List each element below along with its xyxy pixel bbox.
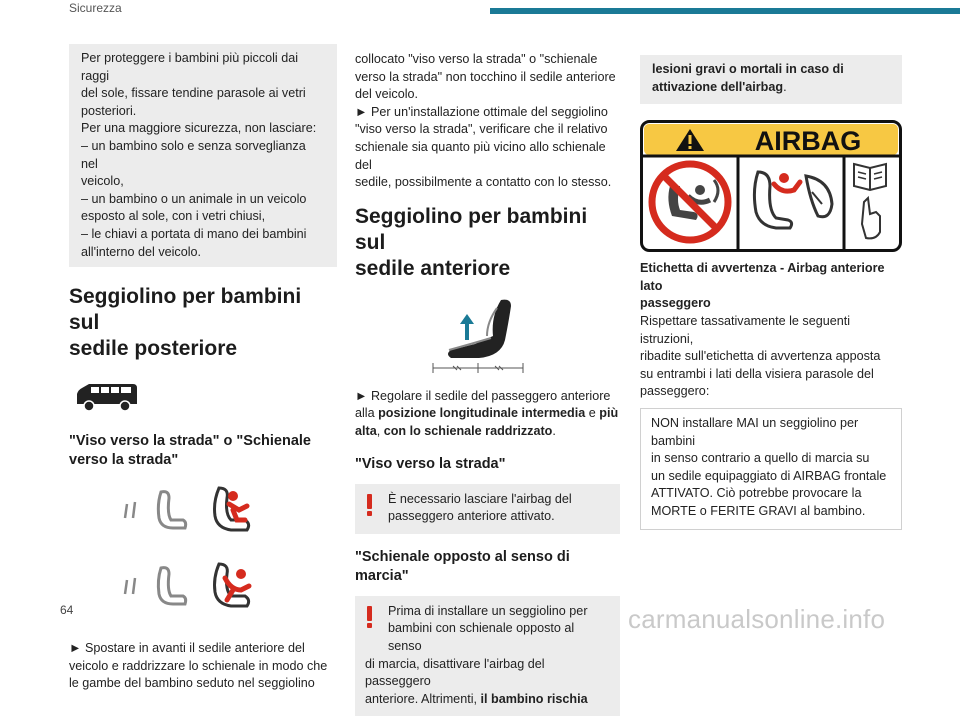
body-line: veicolo e raddrizzare lo schienale in modo che [69, 658, 328, 673]
intro-note [69, 44, 337, 267]
body-line: ► Regolare il sedile del passeggero anteriore [355, 388, 611, 403]
warning-line [365, 691, 610, 709]
bold-run: alta [355, 423, 377, 438]
subheading-line: "Viso verso la strada" o "Schienale [69, 433, 311, 450]
body-line: ► Per un'installazione ottimale del seggiolino [355, 104, 608, 119]
intro-line: Per una maggiore sicurezza, non lasciare: [81, 121, 317, 136]
page-number: 64 [60, 603, 74, 617]
label-caption [640, 260, 902, 313]
warning-exclamation-icon [367, 606, 373, 628]
caption-line [640, 260, 902, 295]
box-line: MORTE o FERITE GRAVI al bambino. [651, 503, 866, 518]
heading-line: sedile anteriore [355, 256, 511, 280]
rear-seat-heading [69, 284, 337, 362]
van-icon [73, 380, 337, 414]
warning-line: di marcia, disattivare l'airbag del passeggero [365, 656, 545, 689]
intro-line: posteriori. [81, 103, 137, 118]
body-line: passeggero: [640, 384, 710, 399]
body-line: del veicolo. [355, 87, 419, 102]
rear-seat-illustrations [121, 484, 337, 626]
text-run: e [585, 406, 600, 421]
bold-run: posizione longitudinale intermedia [378, 406, 586, 421]
body-line: verso la strada" non tocchino il sedile anteriore [355, 69, 616, 84]
body-line: ribadite sull'etichetta di avvertenza apposta [640, 349, 881, 364]
text-run: , [376, 423, 384, 438]
heading-line: sedile posteriore [69, 337, 238, 361]
heading-line: Seggiolino per bambini sul [355, 204, 588, 254]
text-run: anteriore. Altrimenti, [365, 691, 481, 706]
body-line: su entrambi i lati della visiera parasole del [640, 366, 874, 381]
box-line: in senso contrario a quello di marcia su [651, 451, 870, 466]
intro-line: – un bambino o un animale in un veicolo [81, 191, 307, 206]
continued-warning [640, 55, 902, 104]
watermark: carmanualsonline.info [628, 604, 886, 634]
warning-line: bambini con schienale opposto al senso [388, 621, 575, 653]
intro-line: del sole, fissare tendine parasole ai vetri [81, 86, 306, 101]
bold-run: più [599, 406, 619, 421]
body-line: ► Spostare in avanti il sedile anteriore del [69, 641, 305, 656]
bold-run: passeggero [640, 296, 711, 311]
body-line [355, 405, 620, 423]
seat-adjust-illustration [431, 296, 620, 376]
box-line: un sedile equipaggiato di AIRBAG frontale [651, 468, 887, 483]
warning-line: passeggero anteriore attivato. [388, 509, 555, 524]
column-2 [355, 51, 620, 716]
intro-line: Per proteggere i bambini più piccoli dai raggi [81, 51, 299, 83]
intro-line: veicolo, [81, 174, 124, 189]
column-3 [640, 55, 902, 530]
rear-facing-subheading [355, 548, 620, 586]
label-instructions [640, 313, 902, 401]
bold-run: Etichetta di avvertenza - Airbag anteriore lato [640, 261, 885, 293]
warning-line [652, 61, 890, 79]
body-line: sedile, possibilmente a contatto con lo stesso. [355, 175, 612, 190]
body-line: Rispettare tassativamente le seguenti istruzioni, [640, 313, 851, 346]
forward-facing-seat-icon [125, 488, 249, 530]
intro-line: all'interno del veicolo. [81, 244, 202, 259]
warning-line [652, 79, 890, 97]
text-run: . [783, 79, 787, 94]
airbag-label-text: AIRBAG [754, 126, 862, 157]
bold-run: attivazione dell'airbag [652, 79, 784, 94]
seat-adjust-instruction [355, 388, 620, 441]
body-line: collocato "viso verso la strada" o "schienale [355, 52, 598, 66]
heading-line: Seggiolino per bambini sul [69, 285, 302, 335]
text-run: . [552, 423, 556, 438]
body-line: "viso verso la strada", verificare che il relativo [355, 122, 608, 137]
section-title: Sicurezza [69, 1, 122, 15]
header-accent-bar [490, 8, 960, 14]
subheading-line: marcia" [355, 567, 409, 584]
body-line: le gambe del bambino seduto nel seggiolino [69, 676, 315, 691]
rear-seat-instructions [69, 640, 337, 693]
subheading-line: "Schienale opposto al senso di [355, 548, 570, 565]
warning-exclamation-icon [367, 494, 373, 516]
no-rear-facing-seat-icon [652, 164, 728, 240]
subheading-line: verso la strada" [69, 452, 179, 469]
front-seat-heading [355, 204, 620, 282]
intro-line: – un bambino solo e senza sorveglianza nel [81, 138, 306, 171]
warning-airbag-active [355, 484, 620, 534]
forward-facing-subheading [69, 432, 337, 470]
body-line: schienale sia quanto più vicino allo schienale del [355, 139, 606, 172]
label-text-box [640, 408, 902, 530]
bold-run: lesioni gravi o mortali in caso di [652, 62, 844, 76]
bold-run: il bambino rischia [480, 691, 588, 706]
rear-facing-seat-icon [125, 564, 249, 606]
continued-text [355, 51, 620, 192]
forward-facing-subheading-2: "Viso verso la strada" [355, 455, 506, 472]
box-line: NON installare MAI un seggiolino per bambini [651, 415, 859, 448]
box-line: ATTIVATO. Ciò potrebbe provocare la [651, 486, 862, 501]
intro-line: – le chiavi a portata di mano dei bambini [81, 226, 307, 241]
warning-line: È necessario lasciare l'airbag del [388, 491, 572, 506]
caption-line [640, 295, 902, 313]
warning-line: Prima di installare un seggiolino per [388, 603, 588, 618]
body-line [355, 423, 620, 441]
intro-line: esposto al sole, con i vetri chiusi, [81, 209, 266, 224]
text-run: alla [355, 406, 379, 421]
warning-deactivate-airbag [355, 596, 620, 716]
column-1 [69, 44, 337, 693]
bold-run: con lo schienale raddrizzato [383, 423, 553, 438]
airbag-warning-label [640, 120, 902, 252]
